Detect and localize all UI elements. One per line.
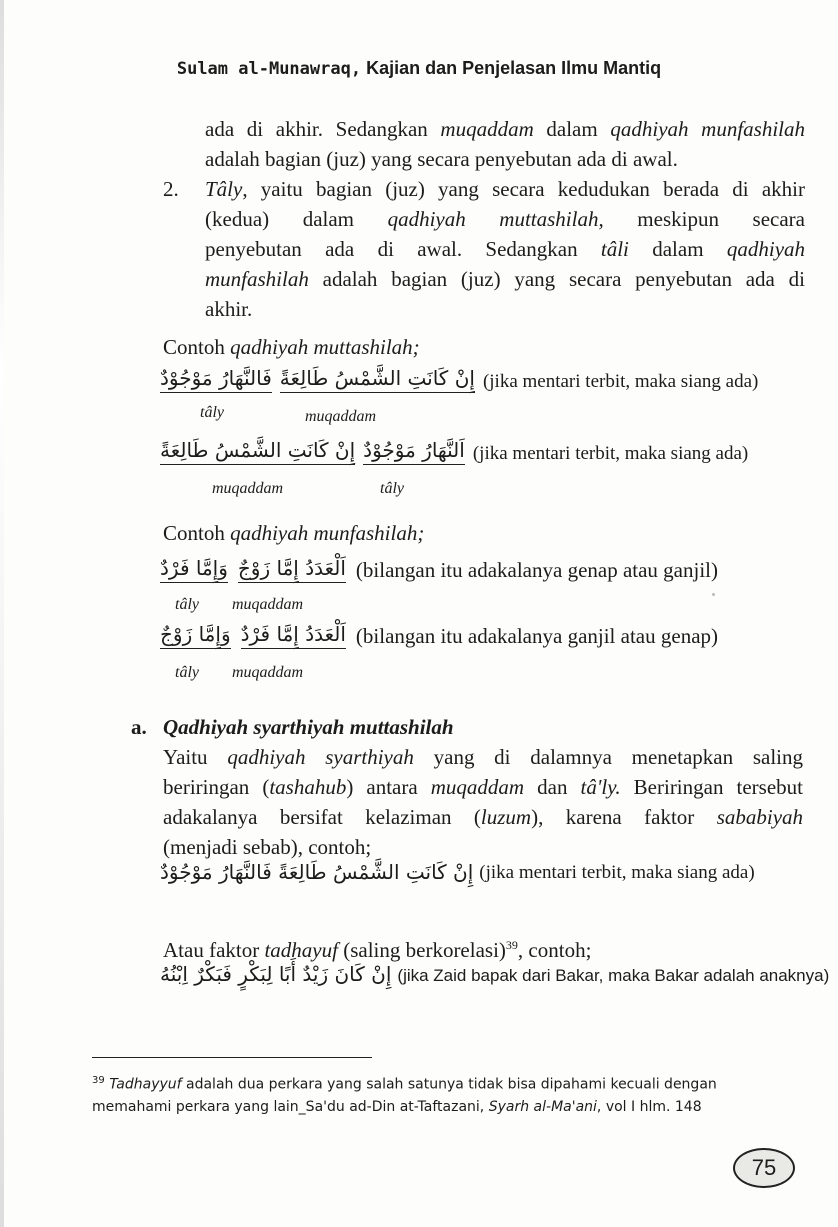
translation: (jika Zaid bapak dari Bakar, maka Bakar adalah anaknya) — [397, 966, 830, 985]
translation: (bilangan itu adakalanya genap atau ganjil) — [355, 558, 719, 582]
section-paragraph — [163, 742, 803, 862]
line: adalah bagian (juz) yang secara penyebutan ada di awal. — [205, 147, 678, 171]
example-row — [160, 556, 718, 583]
footnote — [92, 1070, 752, 1118]
text: , contoh; — [517, 938, 592, 962]
text: yang di dalamnya menetapkan saling — [413, 745, 804, 769]
text: adalah dua perkara yang salah satunya tidak bisa dipahami kecuali dengan memahami perkara yang lain_Sa'du ad-Din at-Taftazani, — [92, 1076, 717, 1115]
arabic-phrase: اَلْعَدَدُ إِمَّا فَرْدٌ — [241, 622, 346, 649]
term: qadhiyah munfashilah; — [230, 521, 425, 545]
term: qadhiyah munfashilah — [610, 117, 805, 141]
text: dan — [524, 775, 581, 799]
term: luzum — [480, 805, 532, 829]
arabic-phrase: وَإِمَّا زَوْجٌ — [160, 622, 231, 649]
label-muqaddam: muqaddam — [232, 664, 304, 681]
translation: (jika mentari terbit, maka siang ada) — [482, 371, 759, 392]
arabic-sentence: إِنْ كَانَتِ الشَّمْسُ طَالِعَةً فَالنَّهَارُ مَوْجُوْدٌ — [160, 860, 474, 884]
text: , yaitu bagian (juz) yang secara kedudukan berada di akhir — [242, 177, 805, 201]
text: Beriringan tersebut — [620, 775, 803, 799]
arabic-phrase: اَلْعَدَدُ إِمَّا زَوْجٌ — [238, 556, 346, 583]
translation: (jika mentari terbit, maka siang ada) — [479, 862, 755, 883]
term: munfashilah — [205, 267, 309, 291]
header-title-rest: Kajian dan Penjelasan Ilmu Mantiq — [361, 58, 662, 78]
label-taly: tâly — [380, 480, 404, 497]
line — [205, 114, 805, 144]
label-taly: tâly — [175, 664, 199, 681]
line — [205, 234, 805, 264]
term: qadhiyah muttashilah, — [387, 207, 604, 231]
example-row — [160, 622, 718, 649]
footnote-number: 39 — [92, 1075, 105, 1086]
footnote-separator — [92, 1057, 372, 1058]
text: Contoh — [163, 335, 231, 359]
arabic-sentence: إِنْ كَانَ زَيْدٌ أَبًا لِبَكْرٍ فَبَكْرٌ اِبْنُهُ — [160, 962, 392, 986]
term: muqaddam — [430, 775, 525, 799]
text: (saling berkorelasi) — [337, 938, 506, 962]
term: qadhiyah syarthiyah — [227, 745, 414, 769]
term: qadhiyah muttashilah; — [230, 335, 420, 359]
term: sababiyah — [716, 805, 804, 829]
arabic-phrase: إِنْ كَانَتِ الشَّمْسُ طَالِعَةً — [160, 438, 355, 465]
section-letter: a. — [131, 715, 147, 739]
text: meskipun secara — [603, 207, 805, 231]
footnote-ref[interactable]: 39 — [505, 938, 518, 952]
arabic-phrase: وَإِمَّا فَرْدٌ — [160, 556, 228, 583]
term: tâ'ly. — [580, 775, 621, 799]
header-title-mono: Sulam al-Munawraq, — [176, 59, 362, 79]
page-edge — [0, 0, 4, 1227]
label-muqaddam: muqaddam — [305, 408, 377, 425]
example-row — [160, 860, 755, 884]
line: (menjadi sebab), contoh; — [163, 835, 372, 859]
term: tashahub — [269, 775, 347, 799]
label-taly: tâly — [175, 596, 199, 613]
arabic-phrase: اَلنَّهَارُ مَوْجُوْدٌ — [363, 438, 465, 465]
section-title: Qadhiyah syarthiyah muttashilah — [163, 715, 454, 739]
term: tâli — [600, 237, 629, 261]
term: qadhiyah — [726, 237, 806, 261]
line — [205, 174, 805, 204]
translation: (bilangan itu adakalanya ganjil atau genap) — [355, 624, 719, 648]
running-header — [0, 58, 838, 80]
text: Atau faktor — [163, 938, 265, 962]
line — [163, 802, 803, 832]
translation: (jika mentari terbit, maka siang ada) — [472, 443, 749, 464]
work-title: Syarh al-Ma'ani — [488, 1098, 597, 1115]
speck — [712, 593, 715, 596]
continued-paragraph — [205, 114, 805, 174]
text: beriringan ( — [163, 775, 270, 799]
term: tadhayuf — [264, 938, 338, 962]
text: adalah bagian (juz) yang secara penyebutan ada di — [308, 267, 805, 291]
line — [205, 204, 805, 234]
page-number: 75 — [733, 1148, 795, 1188]
example-row — [160, 962, 829, 986]
text: , vol I hlm. 148 — [596, 1098, 702, 1115]
label-taly: tâly — [200, 404, 224, 421]
text: ) antara — [346, 775, 431, 799]
line — [163, 772, 803, 802]
text: Contoh — [163, 521, 231, 545]
line — [205, 264, 805, 294]
text: ), karena faktor — [531, 805, 717, 829]
text: adakalanya bersifat kelaziman ( — [163, 805, 481, 829]
term: muqaddam — [440, 117, 534, 141]
arabic-phrase: إِنْ كَانَتِ الشَّمْسُ طَالِعَةً — [280, 366, 475, 393]
line: akhir. — [205, 297, 253, 321]
line — [163, 742, 803, 772]
example-row — [160, 438, 748, 465]
text: Yaitu — [163, 745, 228, 769]
text: dalam — [533, 117, 611, 141]
example-heading — [163, 332, 420, 362]
text: ada di akhir. Sedangkan — [205, 117, 441, 141]
term: Tâly — [205, 177, 243, 201]
arabic-phrase: فَالنَّهَارُ مَوْجُوْدٌ — [160, 366, 272, 393]
text: dalam — [628, 237, 727, 261]
list-number: 2. — [163, 177, 179, 201]
example-row — [160, 366, 758, 393]
text: (kedua) dalam — [205, 207, 388, 231]
section-paragraph — [163, 930, 591, 965]
list-item-2 — [205, 174, 805, 324]
example-heading — [163, 518, 424, 548]
text: penyebutan ada di awal. Sedangkan — [205, 237, 601, 261]
label-muqaddam: muqaddam — [232, 596, 304, 613]
label-muqaddam: muqaddam — [212, 480, 284, 497]
term: Tadhayyuf — [109, 1076, 182, 1093]
